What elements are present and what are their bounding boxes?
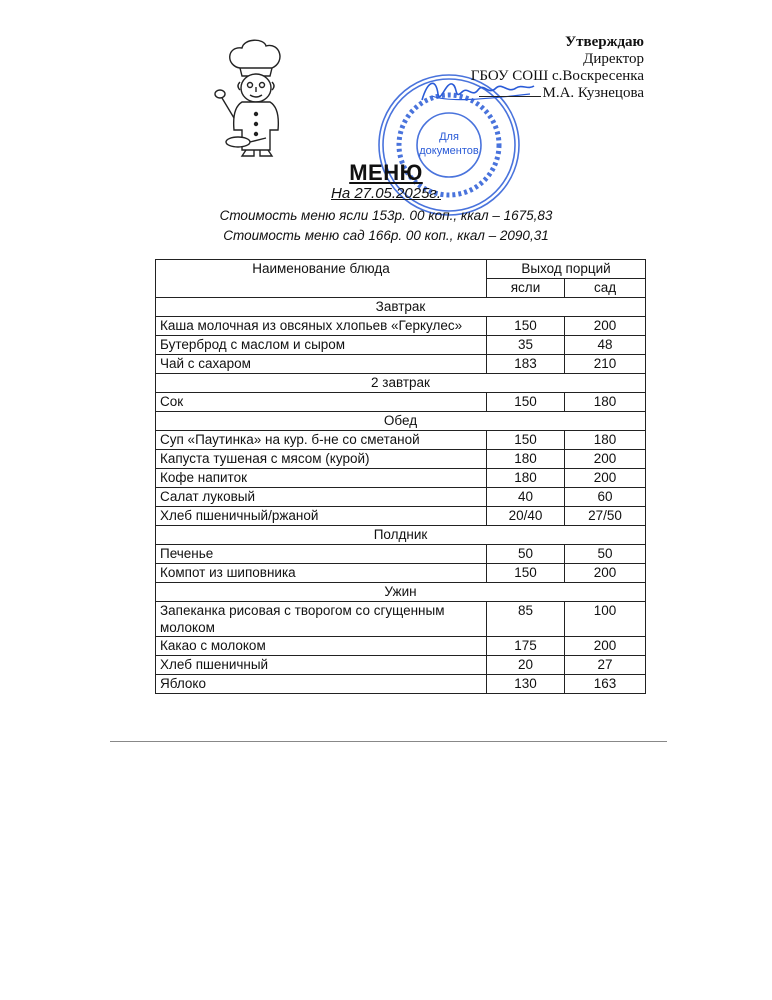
portion-nursery: 180: [487, 450, 565, 469]
portion-kindergarten: 210: [565, 355, 646, 374]
approval-title: Утверждаю: [565, 34, 644, 50]
portion-nursery: 180: [487, 469, 565, 488]
table-row: [156, 469, 646, 488]
table-row: [156, 545, 646, 564]
portion-nursery: 150: [487, 393, 565, 412]
menu-body: [156, 298, 646, 694]
cost-kindergarten: Стоимость меню сад 166р. 00 коп., ккал – 2090,31: [223, 228, 549, 243]
portion-nursery: 20: [487, 656, 565, 675]
table-row: [156, 450, 646, 469]
table-row: [156, 317, 646, 336]
portion-nursery: 175: [487, 637, 565, 656]
header-dish: Наименование блюда: [156, 260, 487, 298]
section-row: [156, 298, 646, 317]
table-row: [156, 431, 646, 450]
portion-kindergarten: 200: [565, 317, 646, 336]
dish-name: Компот из шиповника: [156, 564, 487, 583]
menu-table: [155, 259, 646, 694]
portion-nursery: 40: [487, 488, 565, 507]
table-row: [156, 602, 646, 637]
stamp-text-2: документов: [419, 145, 479, 157]
portion-nursery: 20/40: [487, 507, 565, 526]
section-title: Ужин: [156, 583, 646, 602]
header-nursery: ясли: [487, 279, 565, 298]
portion-nursery: 150: [487, 564, 565, 583]
dish-name: Печенье: [156, 545, 487, 564]
approval-signer-name: М.А. Кузнецова: [542, 85, 644, 101]
dish-name: Капуста тушеная с мясом (курой): [156, 450, 487, 469]
section-row: [156, 526, 646, 545]
portion-nursery: 150: [487, 431, 565, 450]
portion-kindergarten: 100: [565, 602, 646, 637]
menu-date: На 27.05.2025г.: [331, 185, 441, 202]
header-output: Выход порций: [487, 260, 646, 279]
portion-nursery: 35: [487, 336, 565, 355]
table-row: [156, 656, 646, 675]
table-row: [156, 393, 646, 412]
portion-nursery: 130: [487, 675, 565, 694]
table-row: [156, 336, 646, 355]
table-row: [156, 355, 646, 374]
section-title: Полдник: [156, 526, 646, 545]
bottom-divider: [110, 741, 667, 742]
table-row: [156, 564, 646, 583]
dish-name: Бутерброд с маслом и сыром: [156, 336, 487, 355]
approval-position: Директор: [583, 51, 644, 67]
table-row: [156, 675, 646, 694]
dish-name: Кофе напиток: [156, 469, 487, 488]
portion-nursery: 85: [487, 602, 565, 637]
portion-kindergarten: 180: [565, 393, 646, 412]
chef-illustration: [212, 38, 300, 158]
section-row: [156, 583, 646, 602]
section-title: Обед: [156, 412, 646, 431]
cost-nursery: Стоимость меню ясли 153р. 00 коп., ккал – 1675,83: [219, 208, 553, 223]
dish-name: Запеканка рисовая с творогом со сгущенным молоком: [156, 602, 487, 637]
dish-name: Чай с сахаром: [156, 355, 487, 374]
table-row: [156, 488, 646, 507]
section-row: [156, 374, 646, 393]
approval-school: ГБОУ СОШ с.Воскресенка: [470, 68, 644, 84]
section-title: Завтрак: [156, 298, 646, 317]
approval-signer: [471, 85, 644, 102]
portion-kindergarten: 48: [565, 336, 646, 355]
portion-kindergarten: 200: [565, 450, 646, 469]
portion-kindergarten: 200: [565, 469, 646, 488]
portion-nursery: 183: [487, 355, 565, 374]
stamp-text-1: Для: [439, 131, 459, 143]
portion-kindergarten: 200: [565, 637, 646, 656]
portion-kindergarten: 27/50: [565, 507, 646, 526]
portion-kindergarten: 180: [565, 431, 646, 450]
portion-kindergarten: 163: [565, 675, 646, 694]
header-kindergarten: сад: [565, 279, 646, 298]
portion-kindergarten: 60: [565, 488, 646, 507]
dish-name: Каша молочная из овсяных хлопьев «Геркулес»: [156, 317, 487, 336]
portion-kindergarten: 200: [565, 564, 646, 583]
dish-name: Хлеб пшеничный/ржаной: [156, 507, 487, 526]
portion-nursery: 50: [487, 545, 565, 564]
page-title: МЕНЮ: [349, 160, 423, 185]
section-title: 2 завтрак: [156, 374, 646, 393]
table-row: [156, 507, 646, 526]
section-row: [156, 412, 646, 431]
dish-name: Салат луковый: [156, 488, 487, 507]
portion-kindergarten: 50: [565, 545, 646, 564]
table-row: [156, 637, 646, 656]
signature-line: [479, 96, 541, 97]
portion-kindergarten: 27: [565, 656, 646, 675]
dish-name: Сок: [156, 393, 487, 412]
dish-name: Какао с молоком: [156, 637, 487, 656]
dish-name: Яблоко: [156, 675, 487, 694]
approval-block: [471, 34, 644, 102]
dish-name: Хлеб пшеничный: [156, 656, 487, 675]
dish-name: Суп «Паутинка» на кур. б-не со сметаной: [156, 431, 487, 450]
portion-nursery: 150: [487, 317, 565, 336]
